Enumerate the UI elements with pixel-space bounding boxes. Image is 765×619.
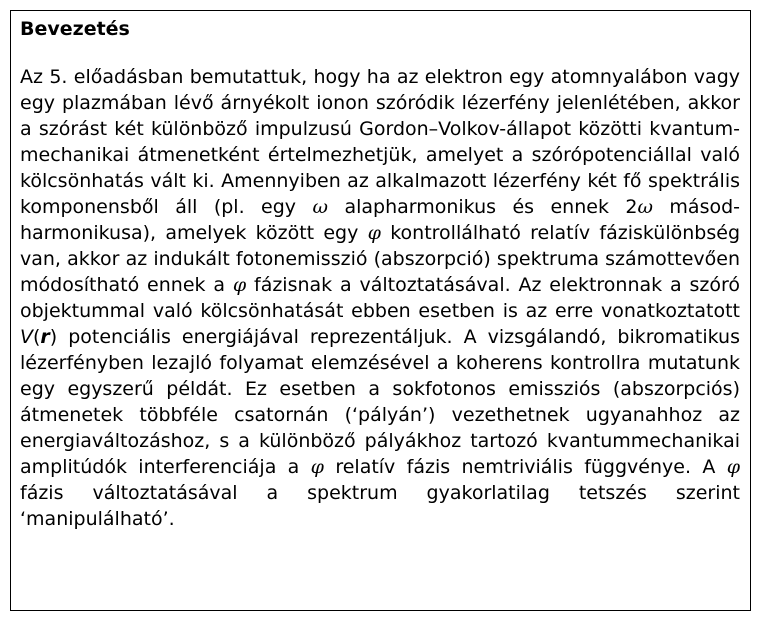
text-segment: Az 5. előadásban bemutattuk, hogy ha az elektron egy atomnyalábon vagy egy plazmában lévő árnyékolt ionon szóródik lézerfény jelenlétében, akkor a szórást két különböző impulzusú Gordon–Volkov-állapot közötti kvantum-mechanikai átmenetként értelmezhetjük, amelyet a szórópotenciállal való kölcsönhatás vált ki. Amennyiben az alkalmazott lézerfény két fő spektrális komponensből áll (pl. egy <box>20 66 740 218</box>
phi-symbol: φ <box>726 456 740 478</box>
paren-close: ) <box>49 326 58 348</box>
position-vector-r: r <box>40 326 50 348</box>
two-coefficient: 2 <box>625 196 638 218</box>
text-segment: kontrollálható relatív fáziskülönbség van, akkor az indukált fotonemisszió (abszorpció) spektruma számottevően módosítható ennek a <box>20 222 740 296</box>
paren-open: ( <box>33 326 41 348</box>
text-segment: alapharmonikus és ennek <box>344 196 609 218</box>
phi-symbol: φ <box>367 222 381 244</box>
text-segment: fázis változtatásával a spektrum gyakorlatilag tetszés szerint ‘manipulálható’. <box>20 482 740 530</box>
potential-V: V <box>20 326 33 348</box>
phi-symbol: φ <box>310 456 324 478</box>
body-paragraph <box>20 64 740 532</box>
phi-symbol: φ <box>232 274 247 296</box>
text-box <box>10 10 751 611</box>
text-segment: potenciális energiájával reprezentáljuk. A vizsgálandó, bikromatikus lézerfényben lezajló folyamat elemzésével a koherens kontrollra mutatunk egy egyszerű példát. Ez esetben a sokfotonos emissziós (abszorpciós) átmenetek többféle csatornán (‘pályán’) vezethetnek ugyanahhoz az energiaváltozáshoz, s a különböző pályákhoz tartozó kvantummechanikai amplitúdók interferenciája a <box>20 326 740 478</box>
omega-symbol: ω <box>312 196 328 218</box>
text-segment: másod-harmonikusa), amelyek között egy <box>20 196 741 244</box>
text-segment: relatív fázis nemtriviális függvénye. A <box>335 456 716 478</box>
section-heading: Bevezetés <box>20 18 130 40</box>
text-segment: fázisnak a változtatásával. Az elektronnak a szóró objektummal való kölcsönhatását ebben esetben is az erre vonatkoztatott <box>20 274 740 322</box>
omega-symbol: ω <box>637 196 653 218</box>
